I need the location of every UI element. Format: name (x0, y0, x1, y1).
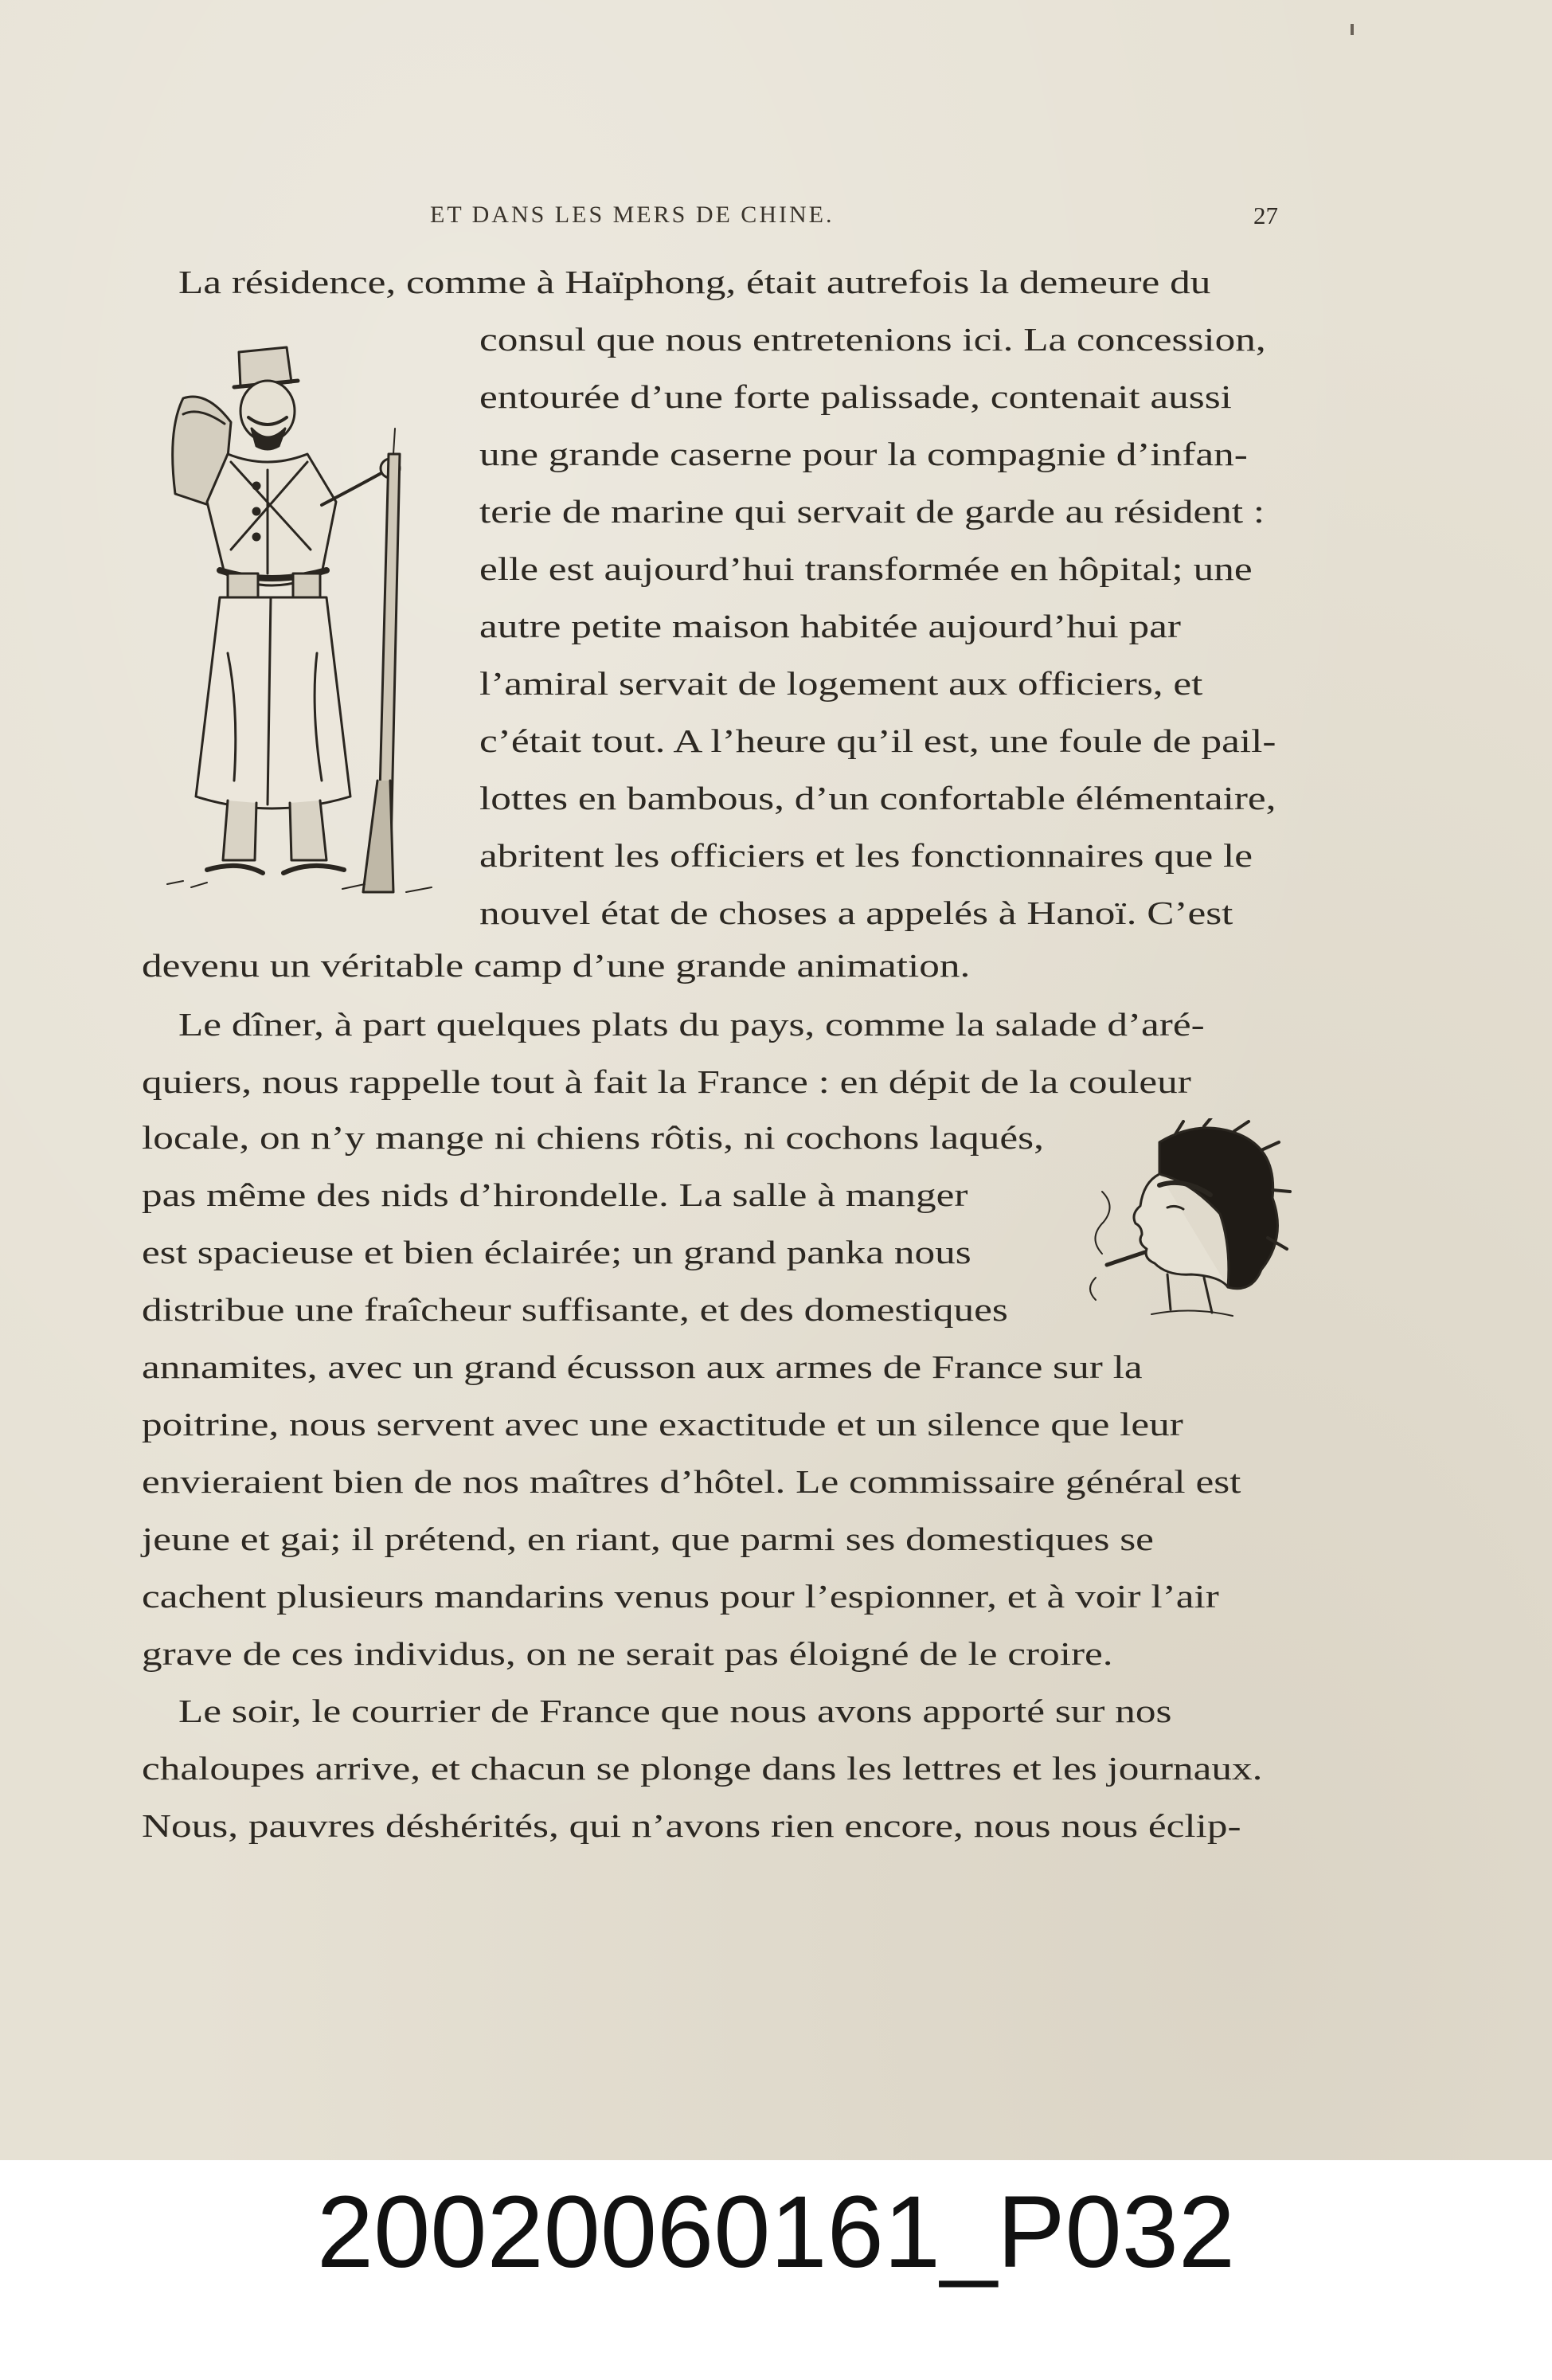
text-line: consul que nous entretenions ici. La concession, (479, 321, 1266, 358)
text-line: envieraient bien de nos maîtres d’hôtel. Le commissaire général est (142, 1463, 1241, 1500)
text-line: grave de ces individus, on ne serait pas éloigné de le croire. (142, 1635, 1113, 1672)
text-line: c’était tout. A l’heure qu’il est, une foule de pail- (479, 722, 1276, 759)
text-line: chaloupes arrive, et chacun se plonge dans les lettres et les journaux. (142, 1750, 1263, 1787)
page-number: 27 (1253, 202, 1278, 229)
text-line: une grande caserne pour la compagnie d’infan- (479, 436, 1248, 472)
text-line: poitrine, nous servent avec une exactitude et un silence que leur (142, 1406, 1183, 1442)
text-line: distribue une fraîcheur suffisante, et des domestiques (142, 1291, 1008, 1328)
text-line: entourée d’une forte palissade, contenait aussi (479, 378, 1232, 415)
text-line: terie de marine qui servait de garde au résident : (479, 493, 1265, 530)
text-line: l’amiral servait de logement aux officiers, et (479, 665, 1203, 702)
text-line: cachent plusieurs mandarins venus pour l’espionner, et à voir l’air (142, 1578, 1219, 1615)
ink-mark (1351, 24, 1354, 35)
text-line: locale, on n’y mange ni chiens rôtis, ni cochons laqués, (142, 1119, 1044, 1156)
text-line: autre petite maison habitée aujourd’hui par (479, 608, 1181, 644)
catalog-id: 20020060161_P032 (316, 2175, 1236, 2289)
soldier-illustration (151, 335, 462, 908)
text-line: est spacieuse et bien éclairée; un grand panka nous (142, 1234, 971, 1270)
text-line: elle est aujourd’hui transformée en hôpital; une (479, 550, 1253, 587)
text-line: Nous, pauvres déshérités, qui n’avons rien encore, nous nous éclip- (142, 1807, 1241, 1844)
text-line: Le soir, le courrier de France que nous avons apporté sur nos (178, 1693, 1172, 1729)
smoking-man-illustration (1064, 1118, 1295, 1341)
text-line: La résidence, comme à Haïphong, était autrefois la demeure du (178, 264, 1211, 300)
text-line: jeune et gai; il prétend, en riant, que parmi ses domestiques se (142, 1521, 1154, 1557)
text-line: annamites, avec un grand écusson aux armes de France sur la (142, 1349, 1143, 1385)
text-line: devenu un véritable camp d’une grande animation. (142, 947, 971, 984)
text-line: pas même des nids d’hirondelle. La salle à manger (142, 1176, 968, 1213)
text-line: quiers, nous rappelle tout à fait la France : en dépit de la couleur (142, 1063, 1191, 1100)
text-line: nouvel état de choses a appelés à Hanoï. C’est (479, 894, 1233, 931)
text-line: lottes en bambous, d’un confortable élémentaire, (479, 780, 1276, 816)
running-title: ET DANS LES MERS DE CHINE. (430, 202, 835, 228)
text-line: Le dîner, à part quelques plats du pays, comme la salade d’aré- (178, 1006, 1205, 1043)
text-line: abritent les officiers et les fonctionnaires que le (479, 837, 1253, 874)
